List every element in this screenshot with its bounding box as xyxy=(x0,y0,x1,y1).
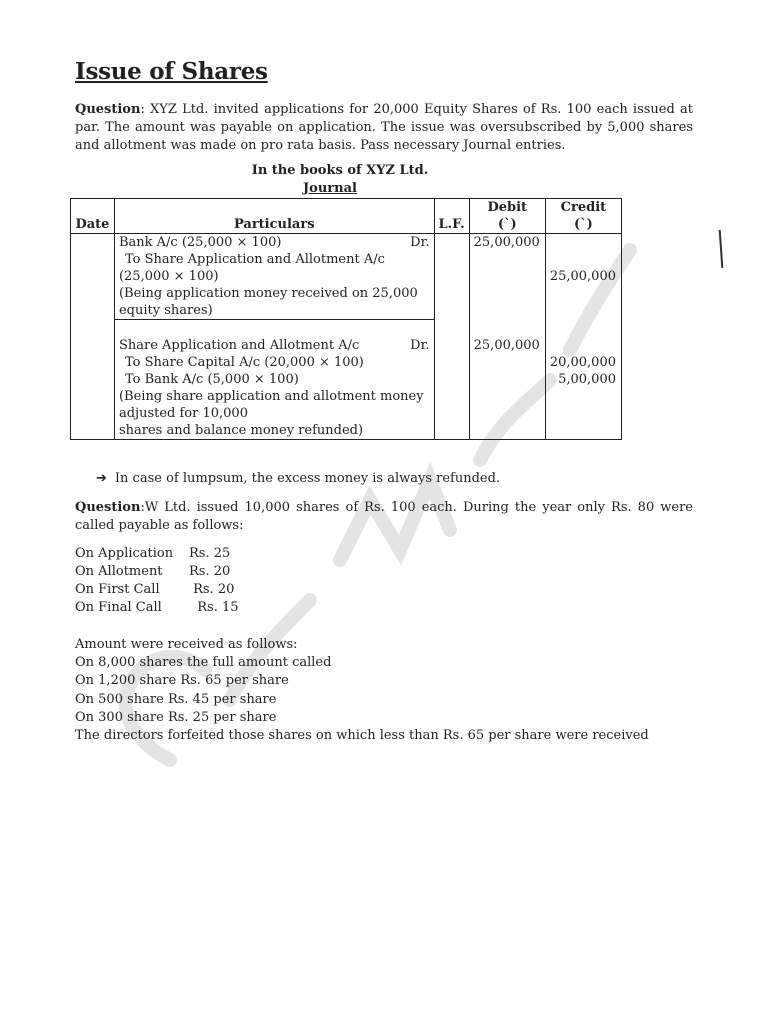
call-row xyxy=(75,599,239,617)
entry-2-debit-line: Share Application and Allotment A/c xyxy=(118,338,360,353)
col-debit-unit: (`) xyxy=(497,217,517,232)
col-date: Date xyxy=(71,199,115,234)
credit-cell xyxy=(545,234,621,440)
entry-1-credit-line: To Share Application and Allotment A/c xyxy=(124,252,385,267)
call-amount: Rs. 25 xyxy=(189,546,231,561)
col-credit-label: Credit xyxy=(560,200,607,215)
entry-1-debit-line: Bank A/c (25,000 × 100) xyxy=(118,235,282,250)
entry-2-narration-2: shares and balance money refunded) xyxy=(118,423,364,438)
call-amount: Rs. 20 xyxy=(189,582,235,597)
call-row xyxy=(75,563,239,581)
call-label: On Application xyxy=(75,546,174,561)
received-line: On 500 share Rs. 45 per share xyxy=(75,691,277,707)
col-particulars: Particulars xyxy=(114,199,434,234)
entry-2-credit-line-1: To Share Capital A/c (20,000 × 100) xyxy=(124,355,364,370)
call-amount: Rs. 20 xyxy=(189,564,231,579)
question-1 xyxy=(75,101,693,155)
col-lf: L.F. xyxy=(434,199,469,234)
received-line: On 1,200 share Rs. 65 per share xyxy=(75,673,289,689)
col-debit-label: Debit xyxy=(487,200,528,215)
entry-1-debit-amount: 25,00,000 xyxy=(473,235,540,250)
journal-entry-1 xyxy=(71,234,622,320)
call-row xyxy=(75,545,239,563)
entry-1-dr: Dr. xyxy=(410,235,430,250)
col-credit-unit: (`) xyxy=(574,217,593,232)
entry-2-particulars xyxy=(114,320,434,440)
entry-2-dr: Dr. xyxy=(410,338,430,353)
entry-2-credit-line-2: To Bank A/c (5,000 × 100) xyxy=(124,372,299,387)
received-line: On 300 share Rs. 25 per share xyxy=(75,709,277,725)
entry-2-debit-amount: 25,00,000 xyxy=(473,338,540,353)
received-heading: Amount were received as follows: xyxy=(75,637,298,652)
question-2-text: :W Ltd. issued 10,000 shares of Rs. 100 each. During the year only Rs. 80 were called payable as follows: xyxy=(75,500,693,533)
received-section xyxy=(75,636,649,745)
entry-1-particulars xyxy=(114,234,434,320)
question-2 xyxy=(75,499,693,535)
journal-header-row xyxy=(71,199,622,234)
entry-2-credit-amount-1: 20,00,000 xyxy=(549,355,616,370)
call-row xyxy=(75,581,239,599)
journal-heading-books: In the books of XYZ Ltd. xyxy=(251,163,429,178)
col-credit xyxy=(545,199,621,234)
page-title: Issue of Shares xyxy=(75,58,268,85)
call-amount: Rs. 15 xyxy=(189,600,239,615)
call-label: On First Call xyxy=(75,582,160,597)
call-label: On Final Call xyxy=(75,600,162,615)
entry-2-narration-1: (Being share application and allotment money adjusted for 10,000 xyxy=(118,389,424,421)
received-line: On 8,000 shares the full amount called xyxy=(75,655,332,671)
calls-list xyxy=(75,545,239,617)
note-line xyxy=(96,470,500,488)
debit-cell xyxy=(469,234,545,440)
entry-1-credit-amount: 25,00,000 xyxy=(549,269,616,284)
entry-2-credit-amount-2: 5,00,000 xyxy=(558,372,616,387)
call-label: On Allotment xyxy=(75,564,163,579)
question-1-label: Question xyxy=(75,102,141,117)
col-debit xyxy=(469,199,545,234)
question-2-label: Question xyxy=(75,500,141,515)
question-1-text: : XYZ Ltd. invited applications for 20,000 Equity Shares of Rs. 100 each issued at par. The amount was payable on application. The issue was oversubscribed by 5,000 shares and allotment was made on pro rata basis. Pass necessary Journal entries. xyxy=(75,102,693,153)
date-cell xyxy=(71,234,115,440)
stray-mark xyxy=(719,230,724,268)
entry-1-credit-calc: (25,000 × 100) xyxy=(118,269,219,284)
journal-heading-journal: Journal xyxy=(303,181,357,196)
arrow-icon: ➔ xyxy=(96,471,107,486)
lf-cell xyxy=(434,234,469,440)
received-line: The directors forfeited those shares on which less than Rs. 65 per share were received xyxy=(75,728,649,744)
note-text: In case of lumpsum, the excess money is always refunded. xyxy=(114,471,501,486)
entry-1-narration: (Being application money received on 25,000 equity shares) xyxy=(118,286,418,318)
journal-table xyxy=(70,198,622,440)
